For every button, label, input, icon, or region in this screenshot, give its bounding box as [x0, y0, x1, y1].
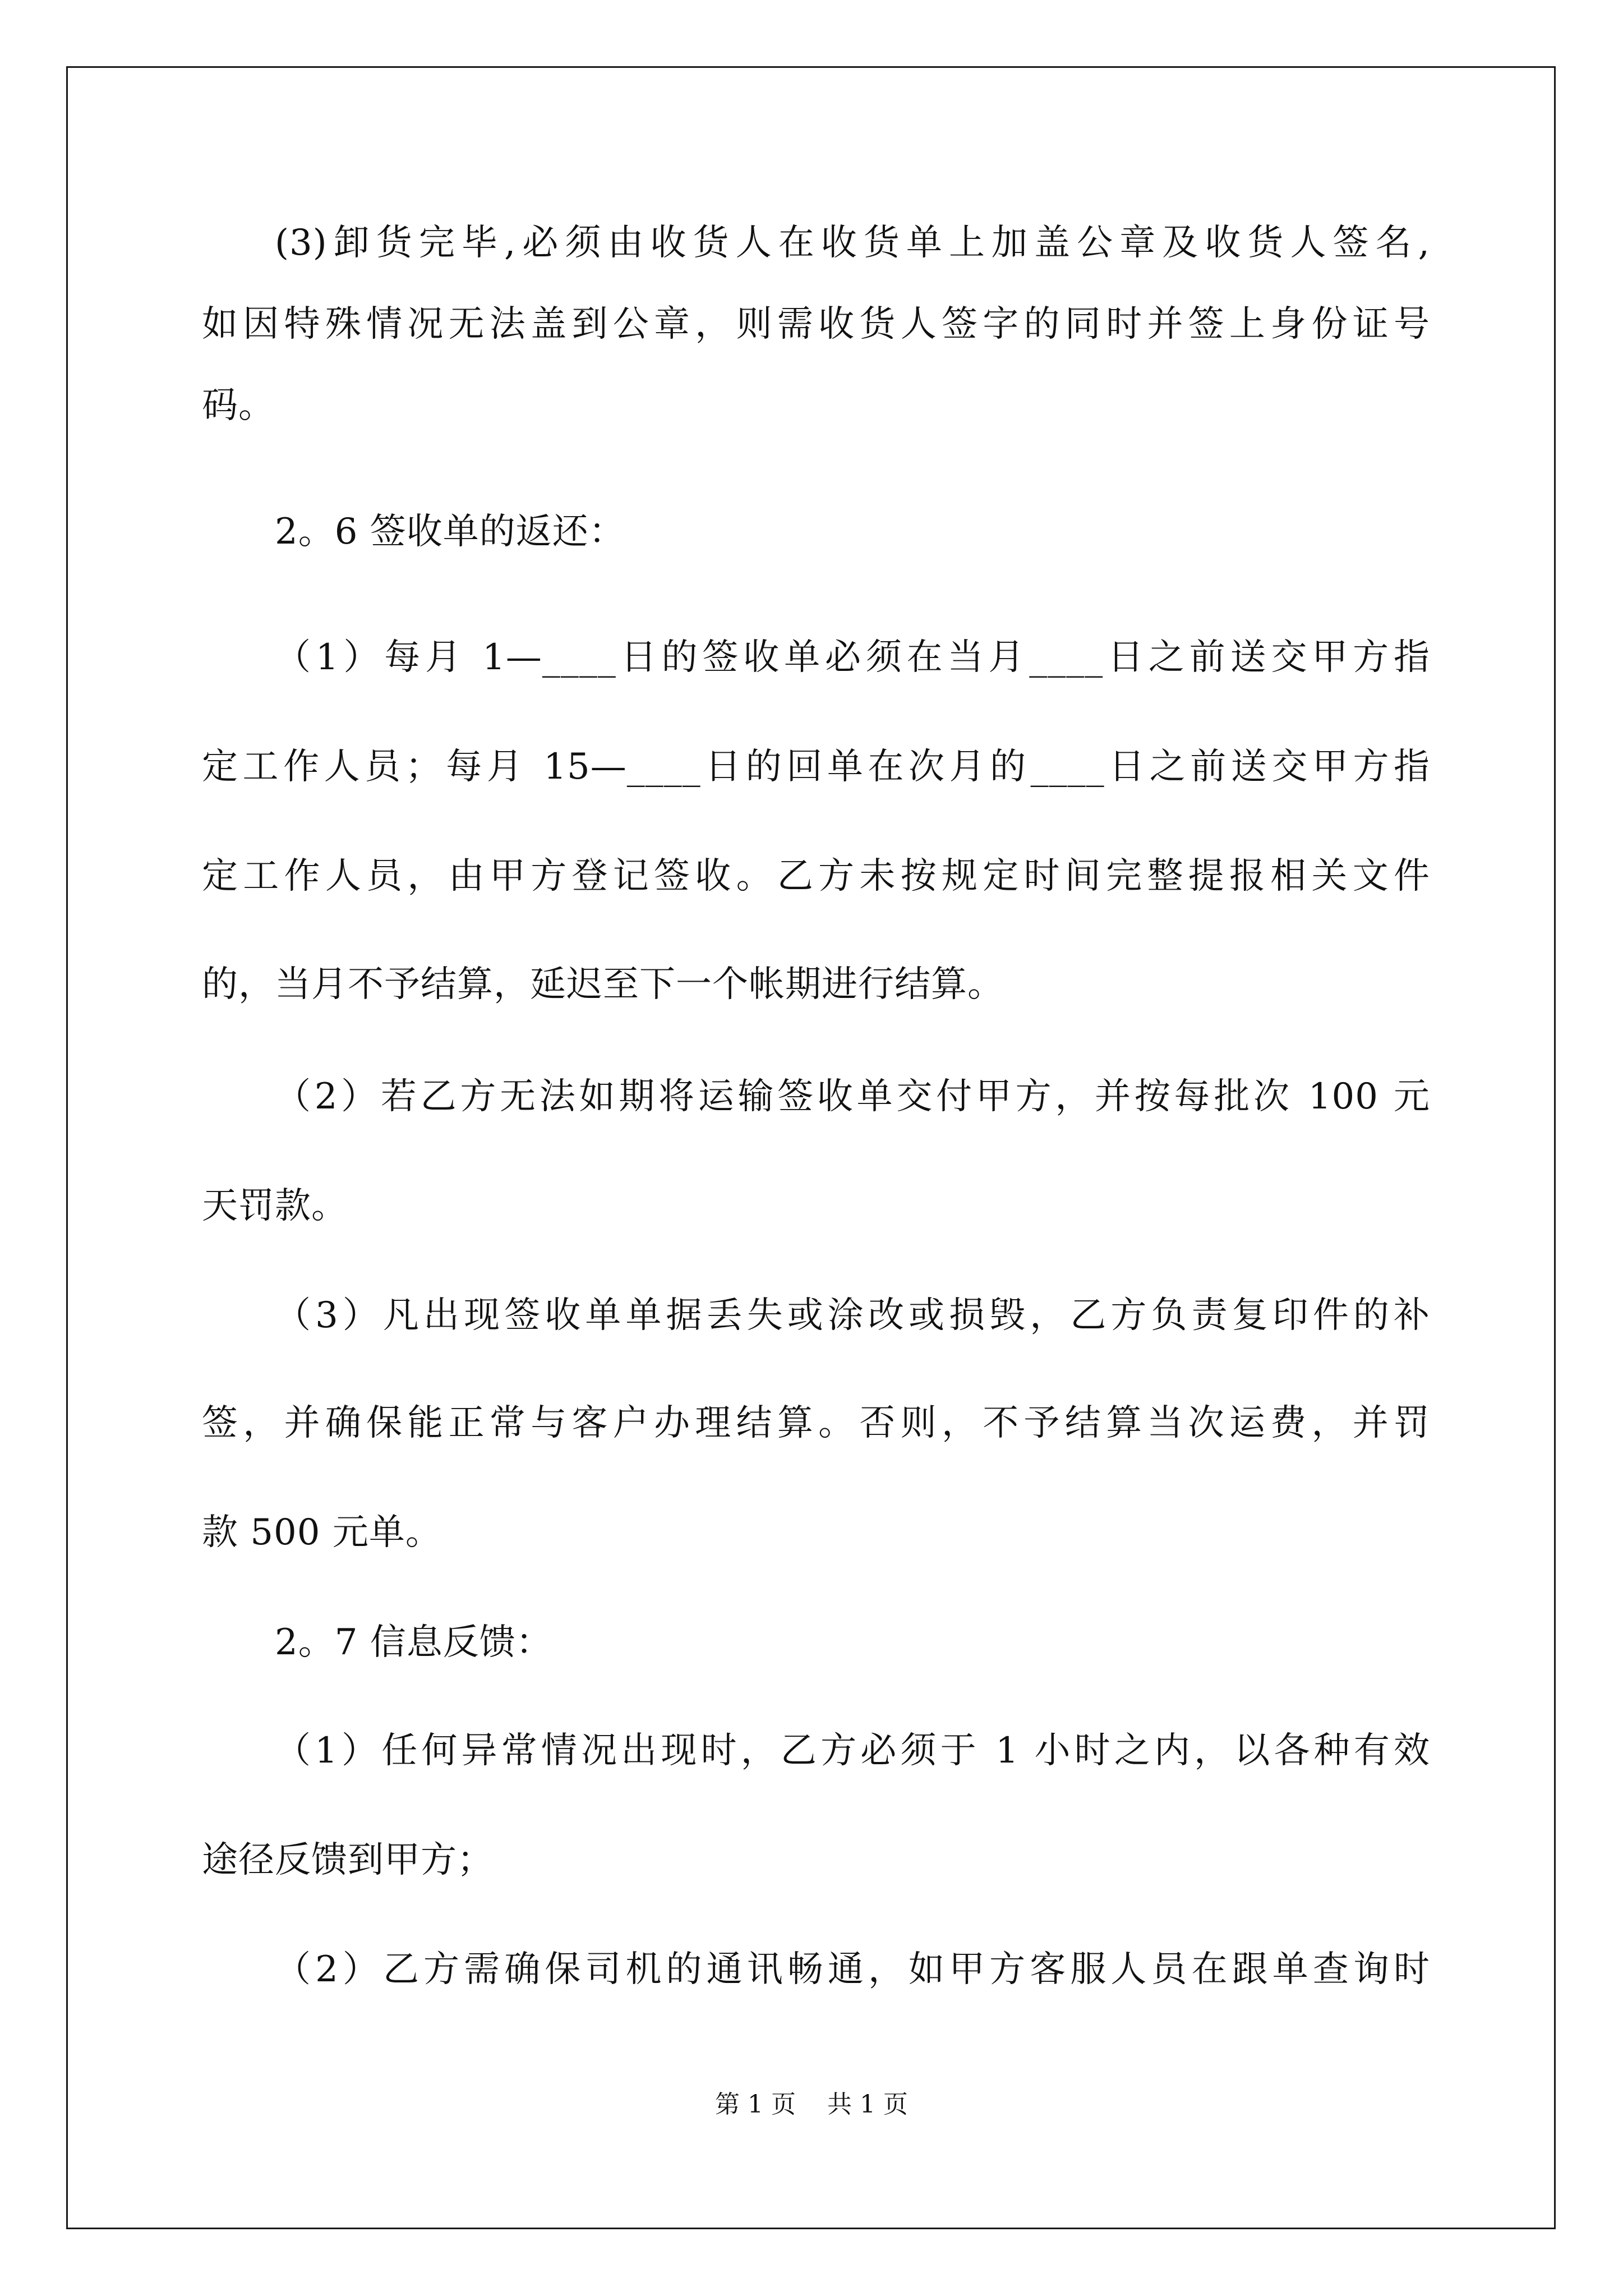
paragraph-line: 途径反馈到甲方；	[202, 1839, 494, 1881]
paragraph-line: 天罚款。	[202, 1185, 348, 1227]
paragraph-line: (3)卸货完毕,必须由收货人在收货单上加盖公章及收货人签名,	[275, 222, 1430, 264]
section-heading: 2。6 签收单的返还：	[275, 511, 625, 553]
paragraph-line: （2）若乙方无法如期将运输签收单交付甲方，并按每批次 100 元	[275, 1076, 1430, 1117]
paragraph-line: （1）每月 1—____日的签收单必须在当月____日之前送交甲方指	[275, 637, 1430, 678]
paragraph-line: 码。	[202, 385, 275, 426]
section-heading: 2。7 信息反馈：	[275, 1622, 552, 1663]
paragraph-line: （3）凡出现签收单单据丢失或涂改或损毁，乙方负责复印件的补	[275, 1295, 1430, 1336]
paragraph-line: 签，并确保能正常与客户办理结算。否则，不予结算当次运费，并罚	[202, 1402, 1430, 1444]
page-footer: 第 1 页 共 1 页	[715, 2090, 908, 2119]
paragraph-line: 定工作人员；每月 15—____日的回单在次月的____日之前送交甲方指	[202, 746, 1430, 788]
paragraph-line: 款 500 元单。	[202, 1512, 442, 1553]
paragraph-line: 的，当月不予结算，延迟至下一个帐期进行结算。	[202, 964, 1004, 1005]
paragraph-line: 定工作人员，由甲方登记签收。乙方未按规定时间完整提报相关文件	[202, 855, 1430, 897]
paragraph-line: （2）乙方需确保司机的通讯畅通，如甲方客服人员在跟单查询时	[275, 1949, 1430, 1990]
paragraph-line: （1）任何异常情况出现时，乙方必须于 1 小时之内，以各种有效	[275, 1730, 1430, 1772]
paragraph-line: 如因特殊情况无法盖到公章，则需收货人签字的同时并签上身份证号	[202, 303, 1430, 345]
